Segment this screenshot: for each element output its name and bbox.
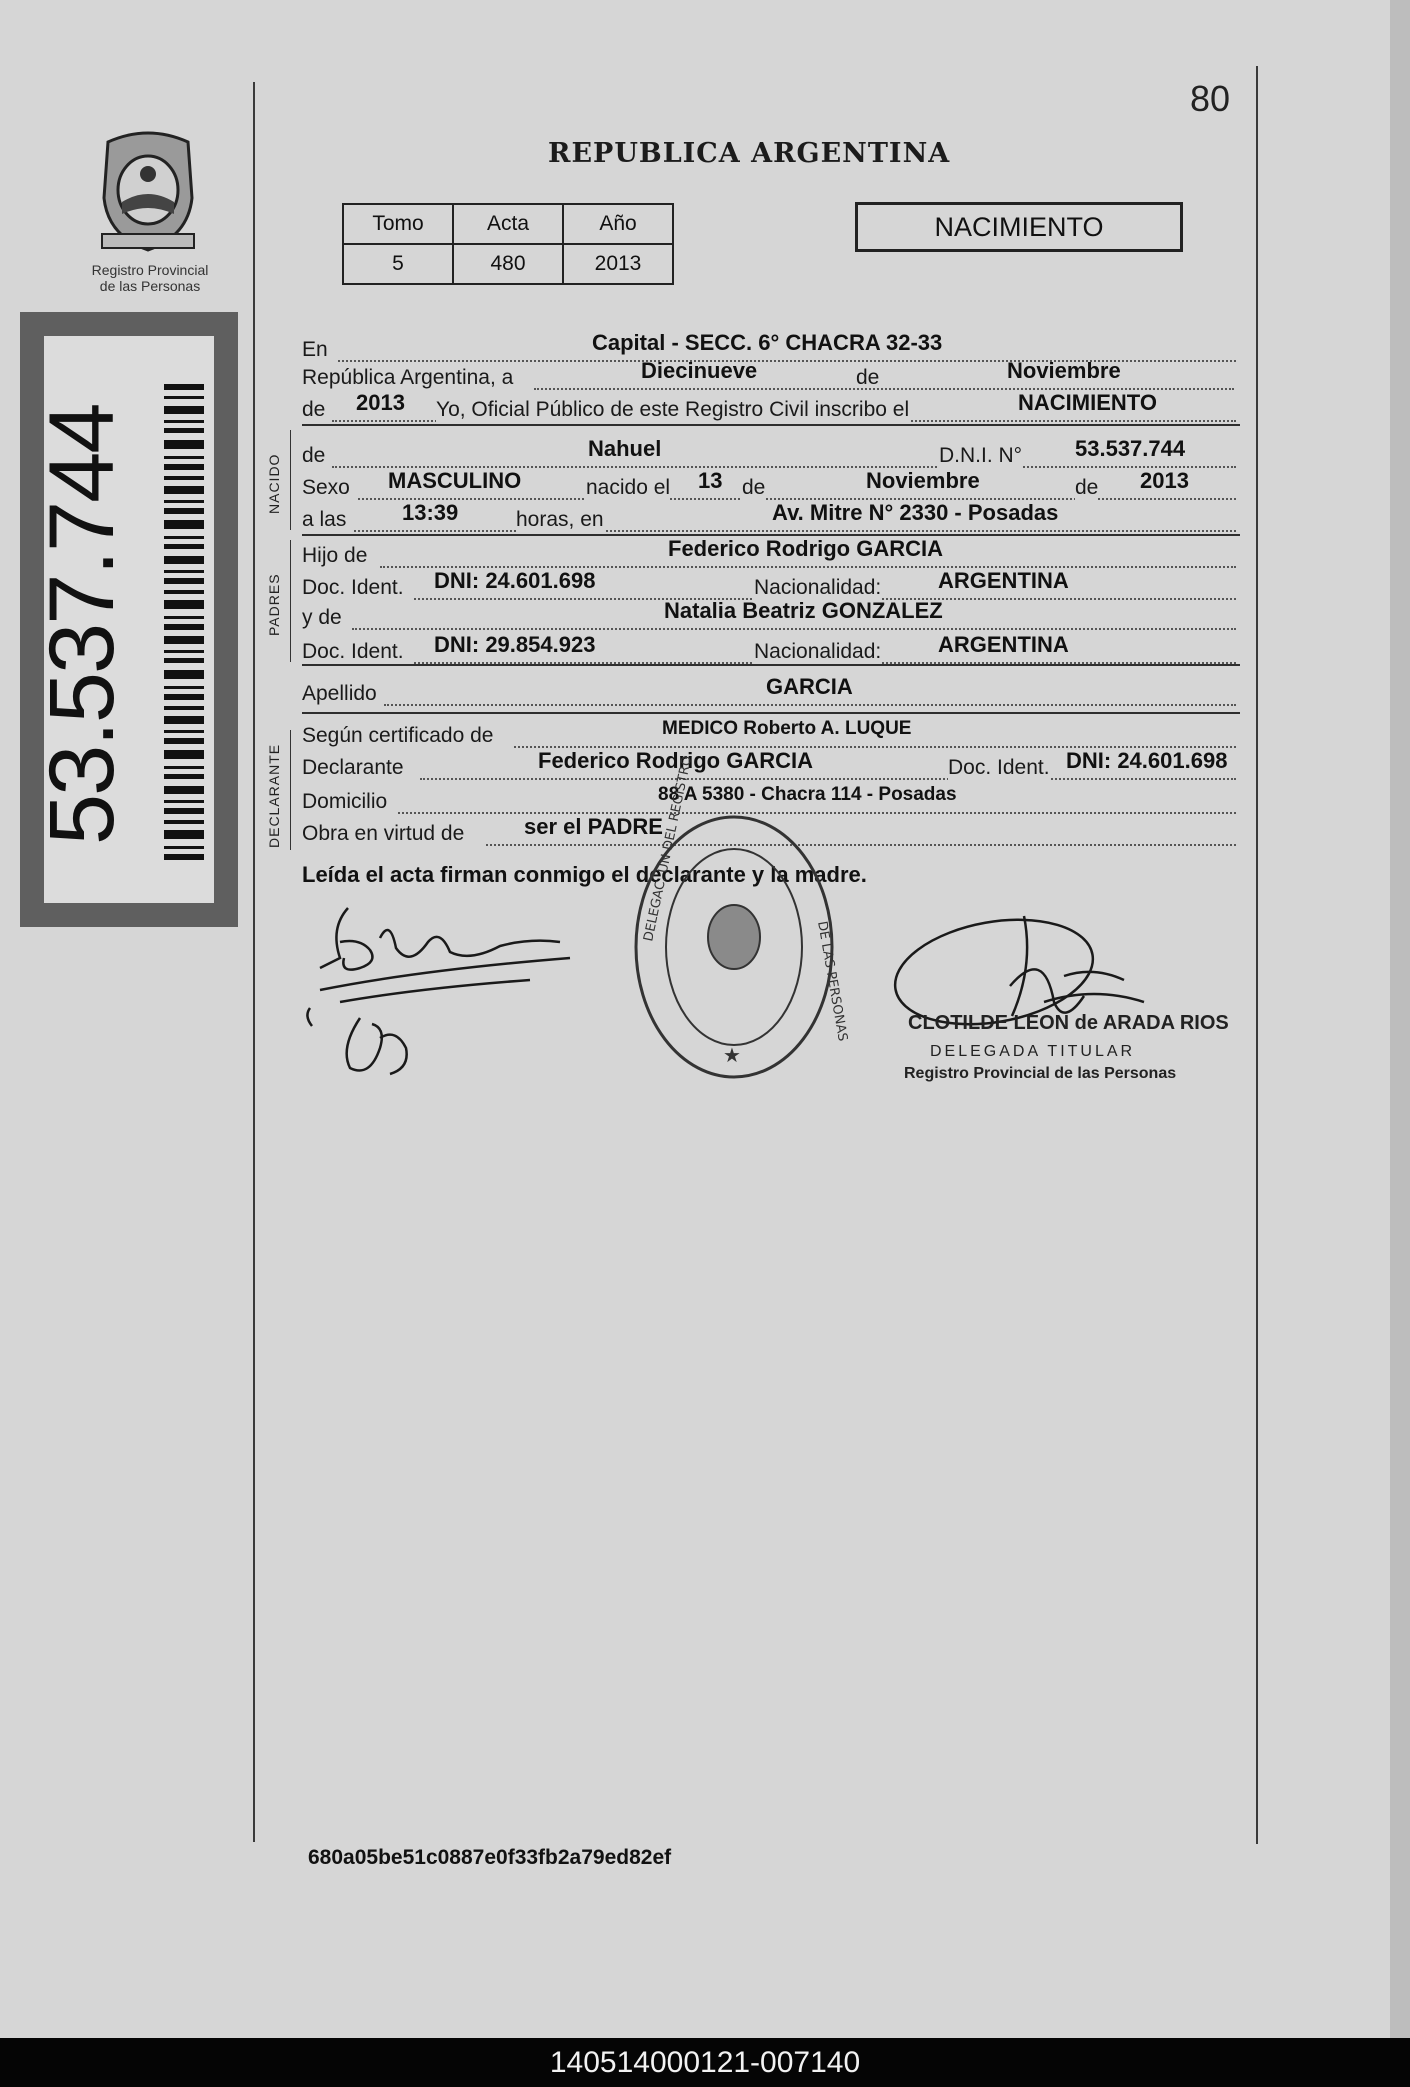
side-bar-declarante [290,730,291,850]
value-padre-nac: ARGENTINA [938,568,1069,593]
label-de4: de [1075,476,1099,499]
value-dia-letras: Diecinueve [641,358,758,383]
value-madre-doc: DNI: 29.854.923 [434,632,596,657]
barcode-dni: 53.537.744 [31,404,133,845]
right-margin-line [1256,66,1258,1844]
value-sexo: MASCULINO [388,468,522,493]
provincial-crest-icon [88,128,208,258]
label-hijo-de: Hijo de [302,544,368,567]
crest-caption-line1: Registro Provincial [91,262,209,278]
label-dni: D.N.I. N° [939,444,1023,467]
value-dni: 53.537.744 [1075,436,1186,461]
value-lugar: Capital - SECC. 6° CHACRA 32-33 [592,330,943,355]
register-header-tomo: Tomo [343,204,453,244]
svg-text:DE LAS PERSONAS: DE LAS PERSONAS [814,920,850,1043]
register-header-acta: Acta [453,204,563,244]
register-value-tomo: 5 [343,244,453,284]
register-header-anio: Año [563,204,673,244]
label-nacionalidad1: Nacionalidad: [754,576,882,599]
label-y-de: y de [302,606,342,629]
label-declarante: Declarante [302,756,404,779]
record-type-box: NACIMIENTO [855,202,1183,252]
label-obra: Obra en virtud de [302,822,465,845]
label-sexo: Sexo [302,476,350,499]
label-a-las: a las [302,508,347,531]
label-doc-ident1: Doc. Ident. [302,576,404,599]
separator [302,664,1240,666]
value-lugar-nac: Av. Mitre N° 2330 - Posadas [772,500,1059,525]
value-mes-nac: Noviembre [866,468,980,493]
label-de3: de [742,476,766,499]
side-label-nacido: NACIDO [266,453,282,514]
value-dia-nac: 13 [698,468,723,493]
crest-caption [70,262,230,294]
label-yo: Yo, Oficial Público de este Registro Civil inscribo el [436,398,910,421]
label-de2: de [302,398,326,421]
label-horas-en: horas, en [516,508,604,531]
value-padre: Federico Rodrigo GARCIA [668,536,944,561]
dotted-line [352,628,1236,630]
value-anio-acta: 2013 [356,390,405,415]
value-apellido: GARCIA [766,674,853,699]
svg-text:DELEGAC. UN DEL REGISTRO: DELEGAC. UN DEL REGISTRO [641,754,696,943]
value-domicilio: 88 A 5380 - Chacra 114 - Posadas [658,784,957,805]
value-obra: ser el PADRE [524,814,663,839]
value-madre: Natalia Beatriz GONZALEZ [664,598,943,623]
dotted-line [354,530,1236,532]
dotted-line [384,704,1236,706]
svg-text:★: ★ [723,1043,741,1067]
barcode-icon [164,376,204,876]
label-apellido: Apellido [302,682,377,705]
side-label-padres: PADRES [266,573,282,636]
page-number: 80 [1190,78,1231,119]
closing-statement: Leída el acta firman conmigo el declarante y la madre. [302,862,867,887]
footer-code: 140514000121-007140 [549,2046,861,2079]
dotted-line [420,778,1236,780]
value-declarante-doc: DNI: 24.601.698 [1066,748,1228,773]
official-name: CLOTILDE LEON de ARADA RIOS [908,1012,1229,1034]
document-hash: 680a05be51c0887e0f33fb2a79ed82ef [308,1846,672,1869]
label-nacido-el: nacido el [586,476,671,499]
official-title: DELEGADA TITULAR [930,1043,1136,1060]
label-en: En [302,338,328,361]
page-edge [1390,0,1410,2038]
side-label-declarante: DECLARANTE [266,743,282,848]
declarante-signature [300,898,580,1098]
label-doc-ident3: Doc. Ident. [948,756,1050,779]
value-nombre: Nahuel [588,436,662,461]
footer-bar [0,2038,1410,2087]
label-de: de [856,366,880,389]
label-nacionalidad2: Nacionalidad: [754,640,882,663]
value-declarante: Federico Rodrigo GARCIA [538,748,814,773]
label-republica: República Argentina, a [302,366,514,389]
value-mes-acta: Noviembre [1007,358,1121,383]
left-margin-line [253,82,255,1842]
dotted-line [486,844,1236,846]
side-bar-padres [290,540,291,662]
register-value-anio: 2013 [563,244,673,284]
value-madre-nac: ARGENTINA [938,632,1069,657]
barcode-dni-wrapper [20,300,133,845]
separator [302,424,1240,426]
register-value-acta: 480 [453,244,563,284]
value-padre-doc: DNI: 24.601.698 [434,568,596,593]
official-registry: Registro Provincial de las Personas [904,1065,1177,1082]
label-doc-ident2: Doc. Ident. [302,640,404,663]
crest-caption-line2: de las Personas [99,278,201,294]
value-tipo: NACIMIENTO [1018,390,1157,415]
value-hora: 13:39 [402,500,459,525]
separator [302,712,1240,714]
label-domicilio: Domicilio [302,790,388,813]
side-bar-nacido [290,430,291,530]
label-segun: Según certificado de [302,724,494,747]
label-de-nombre: de [302,444,326,467]
document-title: REPUBLICA ARGENTINA [548,138,951,169]
value-certificado: MEDICO Roberto A. LUQUE [662,718,912,739]
value-anio-nac: 2013 [1140,468,1189,493]
register-table [342,203,674,285]
